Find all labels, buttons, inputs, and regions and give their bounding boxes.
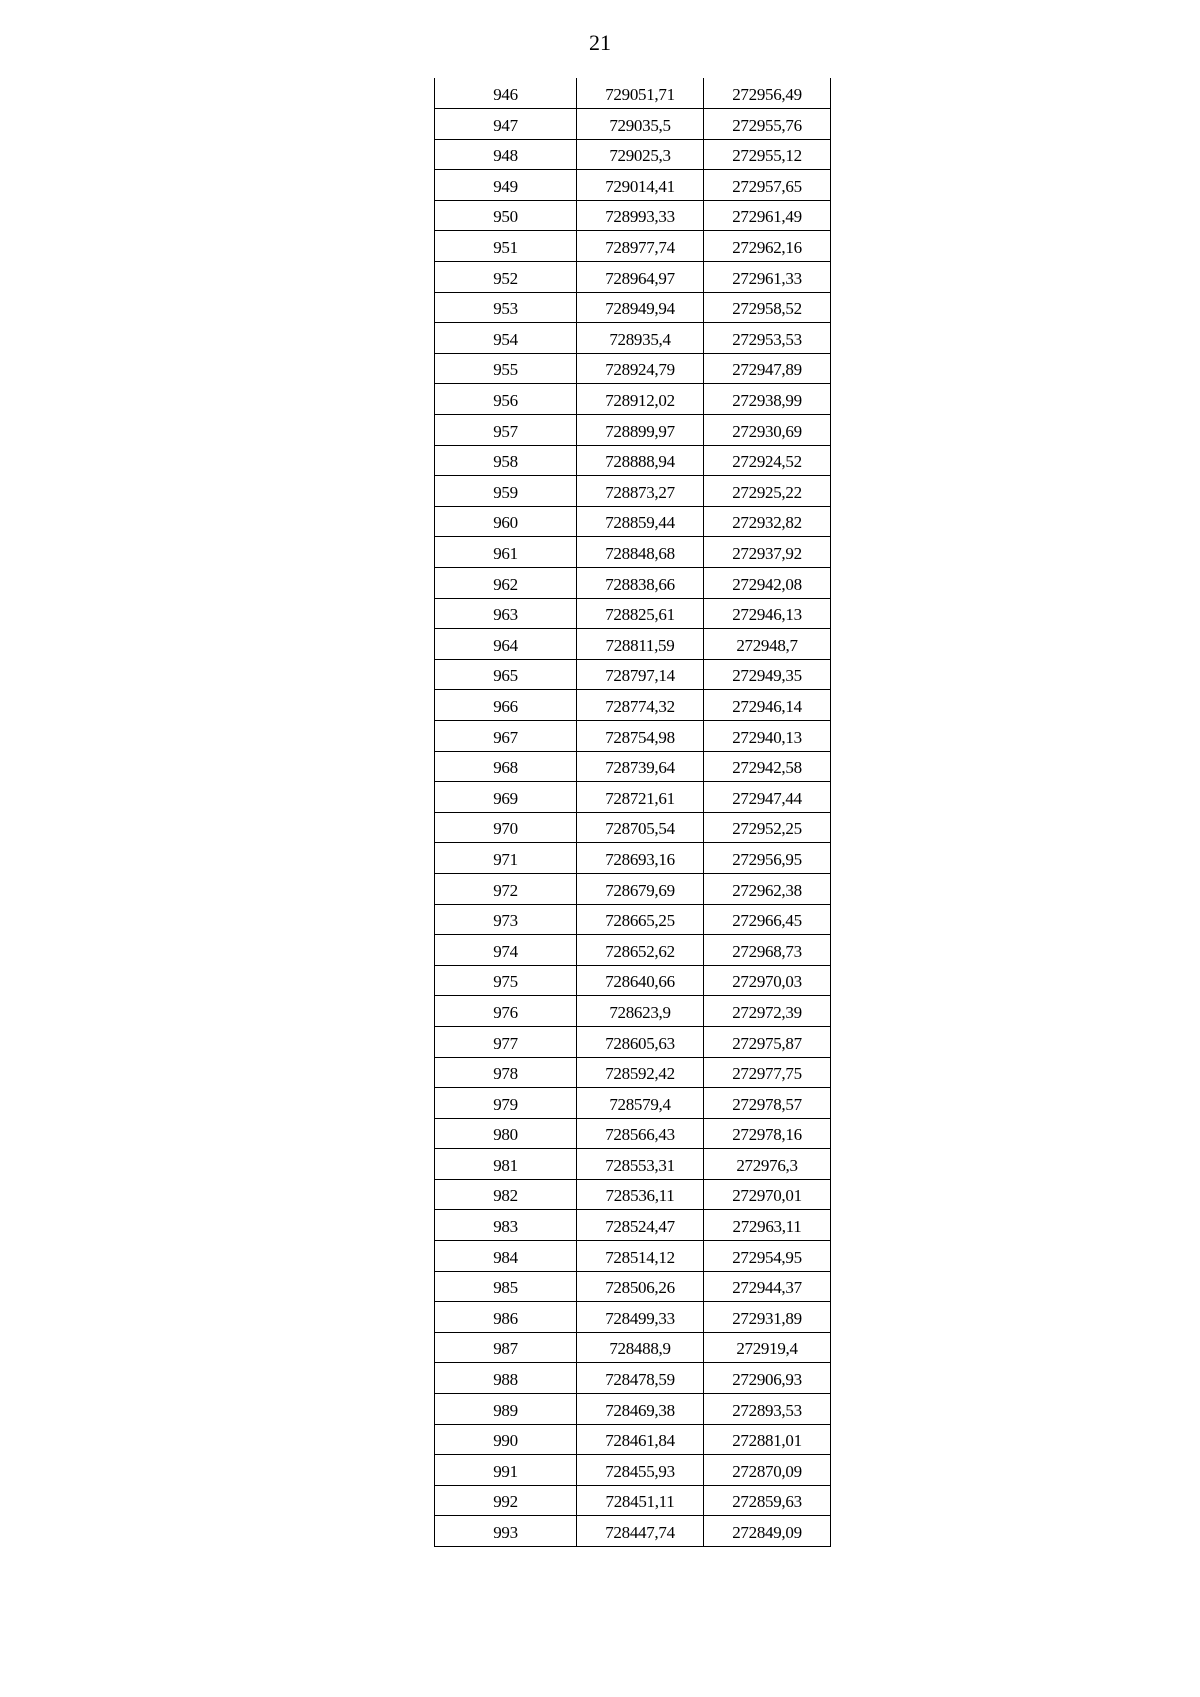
point-number-cell: 961 [435,537,577,568]
table-row [435,935,831,966]
point-number-cell: 971 [435,843,577,874]
point-number-cell: 950 [435,200,577,231]
point-number-cell: 958 [435,445,577,476]
table-row [435,659,831,690]
x-coordinate-cell: 728964,97 [577,262,704,293]
x-coordinate-cell: 728447,74 [577,1516,704,1547]
x-coordinate-cell: 728665,25 [577,904,704,935]
y-coordinate-cell: 272970,01 [704,1179,831,1210]
x-coordinate-cell: 728899,97 [577,415,704,446]
y-coordinate-cell: 272962,16 [704,231,831,262]
x-coordinate-cell: 728859,44 [577,506,704,537]
table-row [435,1241,831,1272]
point-number-cell: 966 [435,690,577,721]
y-coordinate-cell: 272925,22 [704,476,831,507]
table-row [435,598,831,629]
y-coordinate-cell: 272893,53 [704,1394,831,1425]
y-coordinate-cell: 272975,87 [704,1026,831,1057]
y-coordinate-cell: 272859,63 [704,1485,831,1516]
y-coordinate-cell: 272953,53 [704,323,831,354]
y-coordinate-cell: 272942,58 [704,751,831,782]
table-row [435,292,831,323]
table-row [435,751,831,782]
y-coordinate-cell: 272955,12 [704,139,831,170]
table-row [435,782,831,813]
x-coordinate-cell: 728774,32 [577,690,704,721]
y-coordinate-cell: 272977,75 [704,1057,831,1088]
table-row [435,139,831,170]
point-number-cell: 962 [435,568,577,599]
y-coordinate-cell: 272906,93 [704,1363,831,1394]
point-number-cell: 960 [435,506,577,537]
x-coordinate-cell: 728623,9 [577,996,704,1027]
y-coordinate-cell: 272940,13 [704,720,831,751]
x-coordinate-cell: 728693,16 [577,843,704,874]
page-number: 21 [589,30,611,55]
y-coordinate-cell: 272955,76 [704,109,831,140]
table-row [435,537,831,568]
table-row [435,353,831,384]
point-number-cell: 948 [435,139,577,170]
table-row [435,231,831,262]
point-number-cell: 982 [435,1179,577,1210]
point-number-cell: 975 [435,965,577,996]
x-coordinate-cell: 728721,61 [577,782,704,813]
point-number-cell: 970 [435,812,577,843]
table-row [435,996,831,1027]
table-row [435,1455,831,1486]
point-number-cell: 974 [435,935,577,966]
point-number-cell: 953 [435,292,577,323]
point-number-cell: 991 [435,1455,577,1486]
y-coordinate-cell: 272966,45 [704,904,831,935]
table-row [435,415,831,446]
point-number-cell: 973 [435,904,577,935]
point-number-cell: 967 [435,720,577,751]
y-coordinate-cell: 272881,01 [704,1424,831,1455]
point-number-cell: 979 [435,1088,577,1119]
y-coordinate-cell: 272976,3 [704,1149,831,1180]
point-number-cell: 981 [435,1149,577,1180]
x-coordinate-cell: 728455,93 [577,1455,704,1486]
table-row [435,1026,831,1057]
x-coordinate-cell: 728754,98 [577,720,704,751]
x-coordinate-cell: 728912,02 [577,384,704,415]
x-coordinate-cell: 728536,11 [577,1179,704,1210]
table-row [435,1210,831,1241]
point-number-cell: 989 [435,1394,577,1425]
point-number-cell: 963 [435,598,577,629]
x-coordinate-cell: 728838,66 [577,568,704,599]
x-coordinate-cell: 728640,66 [577,965,704,996]
x-coordinate-cell: 728514,12 [577,1241,704,1272]
point-number-cell: 977 [435,1026,577,1057]
x-coordinate-cell: 728499,33 [577,1302,704,1333]
table-row [435,445,831,476]
table-row [435,1179,831,1210]
y-coordinate-cell: 272952,25 [704,812,831,843]
point-number-cell: 972 [435,873,577,904]
x-coordinate-cell: 728797,14 [577,659,704,690]
point-number-cell: 955 [435,353,577,384]
y-coordinate-cell: 272968,73 [704,935,831,966]
x-coordinate-cell: 728993,33 [577,200,704,231]
table-row [435,1302,831,1333]
x-coordinate-cell: 728949,94 [577,292,704,323]
table-row [435,568,831,599]
y-coordinate-cell: 272947,89 [704,353,831,384]
table-row [435,965,831,996]
x-coordinate-cell: 728488,9 [577,1332,704,1363]
x-coordinate-cell: 729035,5 [577,109,704,140]
y-coordinate-cell: 272978,16 [704,1118,831,1149]
y-coordinate-cell: 272924,52 [704,445,831,476]
y-coordinate-cell: 272956,95 [704,843,831,874]
table-row [435,812,831,843]
x-coordinate-cell: 728825,61 [577,598,704,629]
x-coordinate-cell: 728461,84 [577,1424,704,1455]
table-row [435,1516,831,1547]
y-coordinate-cell: 272919,4 [704,1332,831,1363]
point-number-cell: 952 [435,262,577,293]
table-row [435,384,831,415]
coordinates-table-body [435,78,831,1547]
point-number-cell: 947 [435,109,577,140]
x-coordinate-cell: 728888,94 [577,445,704,476]
table-row [435,690,831,721]
x-coordinate-cell: 728524,47 [577,1210,704,1241]
y-coordinate-cell: 272944,37 [704,1271,831,1302]
table-row [435,1271,831,1302]
y-coordinate-cell: 272942,08 [704,568,831,599]
table-row [435,109,831,140]
point-number-cell: 964 [435,629,577,660]
table-row [435,170,831,201]
x-coordinate-cell: 728848,68 [577,537,704,568]
point-number-cell: 969 [435,782,577,813]
x-coordinate-cell: 728739,64 [577,751,704,782]
x-coordinate-cell: 729025,3 [577,139,704,170]
x-coordinate-cell: 729014,41 [577,170,704,201]
y-coordinate-cell: 272948,7 [704,629,831,660]
table-row [435,1363,831,1394]
x-coordinate-cell: 728605,63 [577,1026,704,1057]
point-number-cell: 984 [435,1241,577,1272]
y-coordinate-cell: 272938,99 [704,384,831,415]
point-number-cell: 956 [435,384,577,415]
point-number-cell: 978 [435,1057,577,1088]
point-number-cell: 980 [435,1118,577,1149]
table-row [435,1394,831,1425]
table-row [435,873,831,904]
x-coordinate-cell: 728553,31 [577,1149,704,1180]
point-number-cell: 983 [435,1210,577,1241]
point-number-cell: 992 [435,1485,577,1516]
x-coordinate-cell: 728705,54 [577,812,704,843]
x-coordinate-cell: 728679,69 [577,873,704,904]
point-number-cell: 987 [435,1332,577,1363]
point-number-cell: 965 [435,659,577,690]
y-coordinate-cell: 272963,11 [704,1210,831,1241]
table-row [435,476,831,507]
table-row [435,78,831,109]
x-coordinate-cell: 728652,62 [577,935,704,966]
table-row [435,262,831,293]
y-coordinate-cell: 272956,49 [704,78,831,109]
point-number-cell: 951 [435,231,577,262]
table-row [435,629,831,660]
y-coordinate-cell: 272947,44 [704,782,831,813]
table-row [435,720,831,751]
y-coordinate-cell: 272931,89 [704,1302,831,1333]
table-row [435,506,831,537]
y-coordinate-cell: 272870,09 [704,1455,831,1486]
y-coordinate-cell: 272958,52 [704,292,831,323]
y-coordinate-cell: 272930,69 [704,415,831,446]
y-coordinate-cell: 272961,33 [704,262,831,293]
table-row [435,200,831,231]
x-coordinate-cell: 728506,26 [577,1271,704,1302]
y-coordinate-cell: 272961,49 [704,200,831,231]
point-number-cell: 985 [435,1271,577,1302]
y-coordinate-cell: 272962,38 [704,873,831,904]
y-coordinate-cell: 272946,13 [704,598,831,629]
table-row [435,904,831,935]
x-coordinate-cell: 728873,27 [577,476,704,507]
y-coordinate-cell: 272932,82 [704,506,831,537]
point-number-cell: 954 [435,323,577,354]
y-coordinate-cell: 272949,35 [704,659,831,690]
table-row [435,843,831,874]
x-coordinate-cell: 728451,11 [577,1485,704,1516]
x-coordinate-cell: 728566,43 [577,1118,704,1149]
y-coordinate-cell: 272937,92 [704,537,831,568]
point-number-cell: 959 [435,476,577,507]
x-coordinate-cell: 728478,59 [577,1363,704,1394]
x-coordinate-cell: 729051,71 [577,78,704,109]
y-coordinate-cell: 272970,03 [704,965,831,996]
table-row [435,1332,831,1363]
x-coordinate-cell: 728579,4 [577,1088,704,1119]
y-coordinate-cell: 272946,14 [704,690,831,721]
point-number-cell: 988 [435,1363,577,1394]
x-coordinate-cell: 728935,4 [577,323,704,354]
point-number-cell: 986 [435,1302,577,1333]
table-row [435,1118,831,1149]
table-row [435,1485,831,1516]
table-row [435,1088,831,1119]
y-coordinate-cell: 272849,09 [704,1516,831,1547]
x-coordinate-cell: 728469,38 [577,1394,704,1425]
point-number-cell: 976 [435,996,577,1027]
x-coordinate-cell: 728811,59 [577,629,704,660]
table-row [435,1057,831,1088]
y-coordinate-cell: 272972,39 [704,996,831,1027]
point-number-cell: 993 [435,1516,577,1547]
x-coordinate-cell: 728977,74 [577,231,704,262]
table-row [435,1424,831,1455]
point-number-cell: 968 [435,751,577,782]
y-coordinate-cell: 272957,65 [704,170,831,201]
point-number-cell: 946 [435,78,577,109]
y-coordinate-cell: 272954,95 [704,1241,831,1272]
coordinates-table [434,78,831,1547]
point-number-cell: 990 [435,1424,577,1455]
x-coordinate-cell: 728592,42 [577,1057,704,1088]
y-coordinate-cell: 272978,57 [704,1088,831,1119]
point-number-cell: 957 [435,415,577,446]
table-row [435,323,831,354]
x-coordinate-cell: 728924,79 [577,353,704,384]
table-row [435,1149,831,1180]
point-number-cell: 949 [435,170,577,201]
